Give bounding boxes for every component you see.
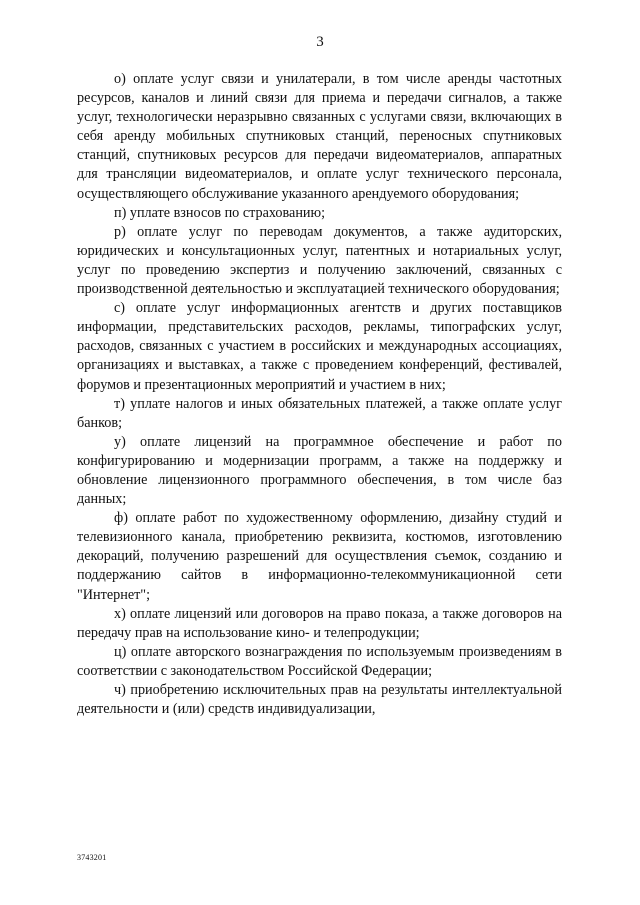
paragraph-o: о) оплате услуг связи и унилатерали, в том числе аренды частотных ресурсов, каналов и линий связи для приема и передачи сигналов, а также услуг, технологически неразрывно связанных с услугами связи, включающих в себя аренду мобильных спутниковых станций, переносных спутниковых станций, спутниковых ресурсов для передачи видеоматериалов, аппаратных для трансляции видеоматериалов, и оплате услуг технического персонала, осуществляющего обслуживание указанного арендуемого оборудования; (77, 71, 562, 202)
document-body (77, 70, 562, 719)
paragraph-r: р) оплате услуг по переводам документов, а также аудиторских, юридических и консультационных услуг, патентных и нотариальных услуг, услуг по проведению экспертиз и получению заключений, связанных с производственной деятельностью и эксплуатацией технического оборудования; (77, 223, 562, 298)
paragraph-kh: х) оплате лицензий или договоров на право показа, а также договоров на передачу прав на использование кино- и телепродукции; (77, 605, 562, 641)
paragraph-ts: ц) оплате авторского вознаграждения по используемым произведениям в соответствии с законодательством Российской Федерации; (77, 643, 562, 679)
paragraph-s: с) оплате услуг информационных агентств и других поставщиков информации, представительских расходов, рекламы, типографских услуг, расходов, связанных с участием в российских и международных ассоциациях, организациях и выставках, а также с проведением конференций, фестивалей, форумов и презентационных мероприятий и участием в них; (77, 300, 562, 393)
paragraph-t: т) уплате налогов и иных обязательных платежей, а также оплате услуг банков; (77, 395, 562, 431)
page-number: 3 (316, 34, 324, 50)
paragraph-u: у) оплате лицензий на программное обеспечение и работ по конфигурированию и модернизации программ, а также на поддержку и обновление лицензионного программного обеспечения, в том числе баз данных; (77, 433, 562, 508)
paragraph-ch: ч) приобретению исключительных прав на результаты интеллектуальной деятельности и (или) средств индивидуализации, (77, 682, 562, 718)
paragraph-f: ф) оплате работ по художественному оформлению, дизайну студий и телевизионного канала, приобретению реквизита, костюмов, изготовлению декораций, получению разрешений для осуществления съемок, созданию и поддержанию сайтов в информационно-телекоммуникационной сети "Интернет"; (77, 510, 562, 603)
paragraph-p: п) уплате взносов по страхованию; (114, 204, 326, 221)
document-code: 3743201 (77, 853, 107, 862)
